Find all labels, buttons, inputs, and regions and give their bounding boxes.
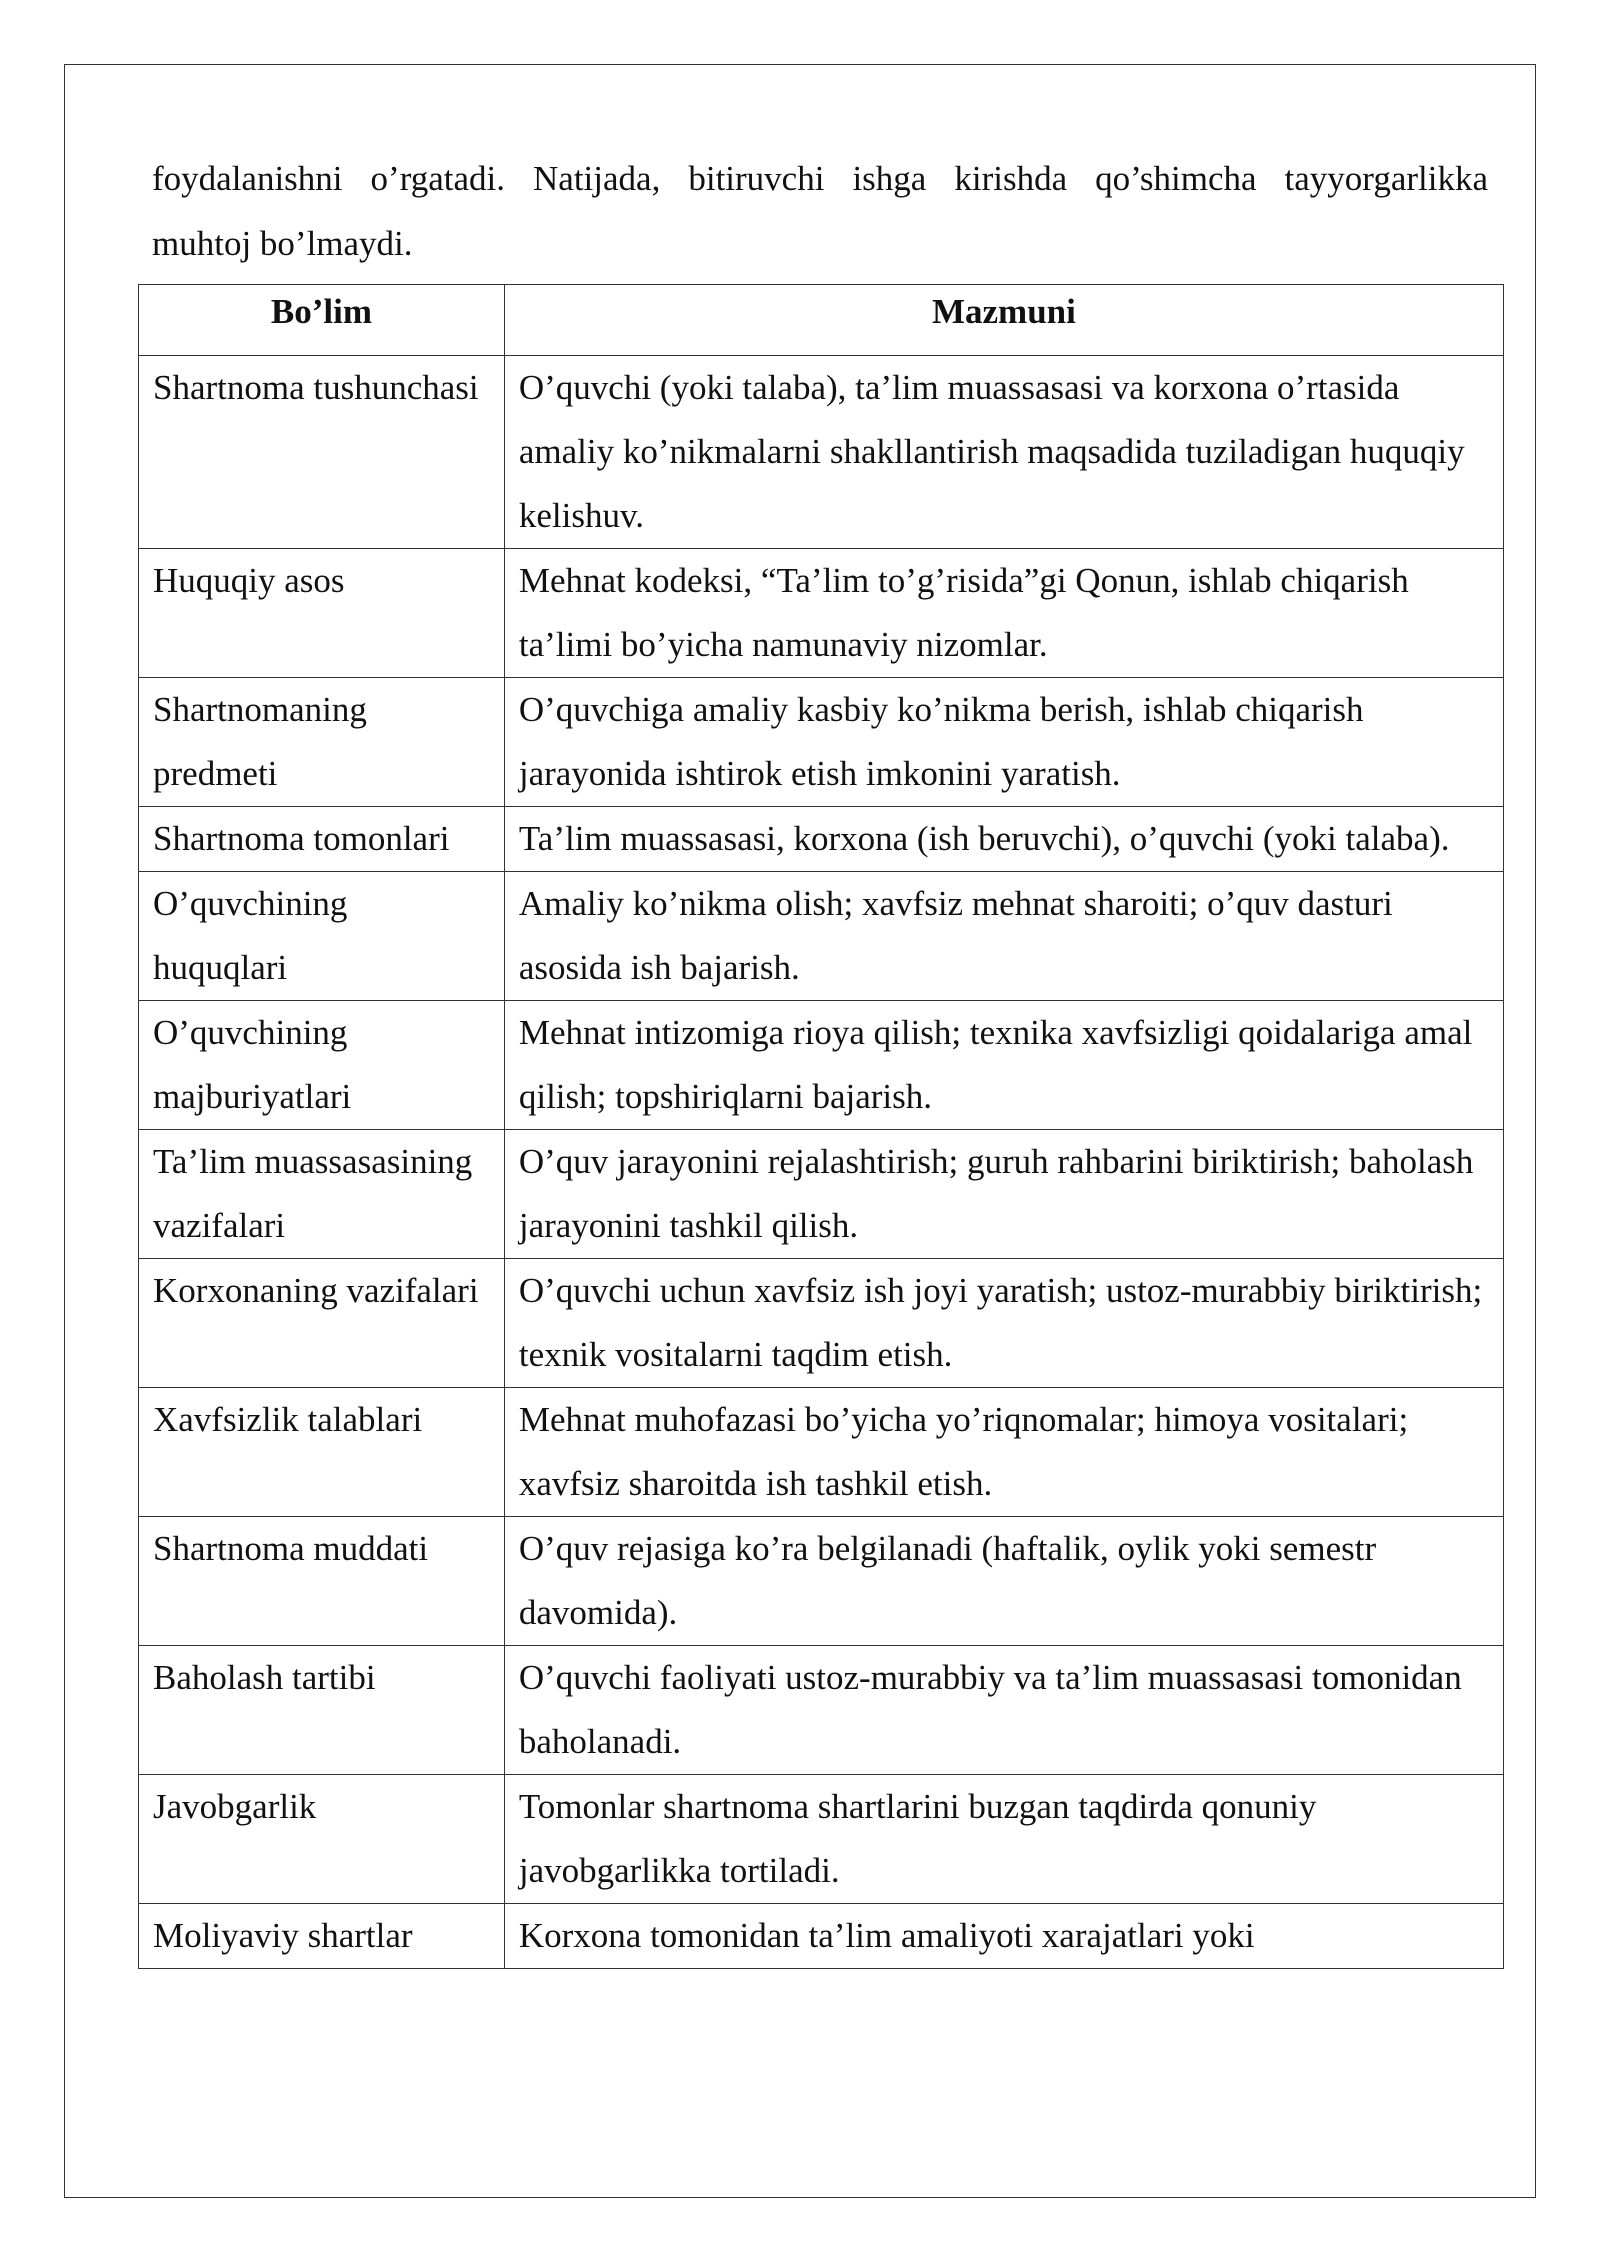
- content-cell: Tomonlar shartnoma shartlarini buzgan taqdirda qonuniy javobgarlikka tortiladi.: [504, 1775, 1503, 1904]
- section-cell: Shartnoma tomonlari: [139, 807, 505, 872]
- table-row: [139, 1775, 1504, 1904]
- section-cell: Shartnoma muddati: [139, 1517, 505, 1646]
- intro-line-1: foydalanishni o’rgatadi. Natijada, bitiruvchi ishga kirishda qo’shimcha tayyorgarlikka: [152, 159, 1488, 198]
- content-cell: Mehnat kodeksi, “Ta’lim to’g’risida”gi Qonun, ishlab chiqarish ta’limi bo’yicha namunaviy nizomlar.: [504, 549, 1503, 678]
- section-cell: Moliyaviy shartlar: [139, 1904, 505, 1969]
- section-cell: Ta’lim muassasasining vazifalari: [139, 1130, 505, 1259]
- content-cell: O’quvchi faoliyati ustoz-murabbiy va ta’lim muassasasi tomonidan baholanadi.: [504, 1646, 1503, 1775]
- table-row: [139, 1904, 1504, 1969]
- content-cell: O’quvchi (yoki talaba), ta’lim muassasasi va korxona o’rtasida amaliy ko’nikmalarni shakllantirish maqsadida tuziladigan huquqiy kelishuv.: [504, 356, 1503, 549]
- content-cell: O’quv rejasiga ko’ra belgilanadi (haftalik, oylik yoki semestr davomida).: [504, 1517, 1503, 1646]
- content-cell: Mehnat intizomiga rioya qilish; texnika xavfsizligi qoidalariga amal qilish; topshiriqlarni bajarish.: [504, 1001, 1503, 1130]
- section-cell: Huquqiy asos: [139, 549, 505, 678]
- table-row: [139, 1130, 1504, 1259]
- table-row: [139, 1388, 1504, 1517]
- content-cell: Amaliy ko’nikma olish; xavfsiz mehnat sharoiti; o’quv dasturi asosida ish bajarish.: [504, 872, 1503, 1001]
- contract-sections-table: [138, 284, 1504, 1969]
- section-cell: Javobgarlik: [139, 1775, 505, 1904]
- content-cell: Korxona tomonidan ta’lim amaliyoti xarajatlari yoki: [504, 1904, 1503, 1969]
- table-header-row: [139, 285, 1504, 356]
- section-cell: O’quvchining huquqlari: [139, 872, 505, 1001]
- table-row: [139, 872, 1504, 1001]
- table-row: [139, 1001, 1504, 1130]
- table-row: [139, 356, 1504, 549]
- table-row: [139, 1259, 1504, 1388]
- header-content: Mazmuni: [504, 285, 1503, 356]
- header-section: Bo’lim: [139, 285, 505, 356]
- table-body: [139, 356, 1504, 1969]
- content-cell: O’quvchi uchun xavfsiz ish joyi yaratish; ustoz-murabbiy biriktirish; texnik vositalarni taqdim etish.: [504, 1259, 1503, 1388]
- section-cell: Baholash tartibi: [139, 1646, 505, 1775]
- table-row: [139, 549, 1504, 678]
- table-row: [139, 678, 1504, 807]
- section-cell: Shartnoma tushunchasi: [139, 356, 505, 549]
- section-cell: O’quvchining majburiyatlari: [139, 1001, 505, 1130]
- section-cell: Xavfsizlik talablari: [139, 1388, 505, 1517]
- content-cell: O’quv jarayonini rejalashtirish; guruh rahbarini biriktirish; baholash jarayonini tashkil qilish.: [504, 1130, 1503, 1259]
- table-row: [139, 1646, 1504, 1775]
- table-row: [139, 807, 1504, 872]
- section-cell: Shartnomaning predmeti: [139, 678, 505, 807]
- content-cell: Ta’lim muassasasi, korxona (ish beruvchi), o’quvchi (yoki talaba).: [504, 807, 1503, 872]
- section-cell: Korxonaning vazifalari: [139, 1259, 505, 1388]
- content-cell: O’quvchiga amaliy kasbiy ko’nikma berish, ishlab chiqarish jarayonida ishtirok etish imkonini yaratish.: [504, 678, 1503, 807]
- intro-paragraph: [152, 146, 1488, 276]
- intro-line-2: muhtoj bo’lmaydi.: [152, 224, 413, 263]
- content-cell: Mehnat muhofazasi bo’yicha yo’riqnomalar; himoya vositalari; xavfsiz sharoitda ish tashkil etish.: [504, 1388, 1503, 1517]
- table-row: [139, 1517, 1504, 1646]
